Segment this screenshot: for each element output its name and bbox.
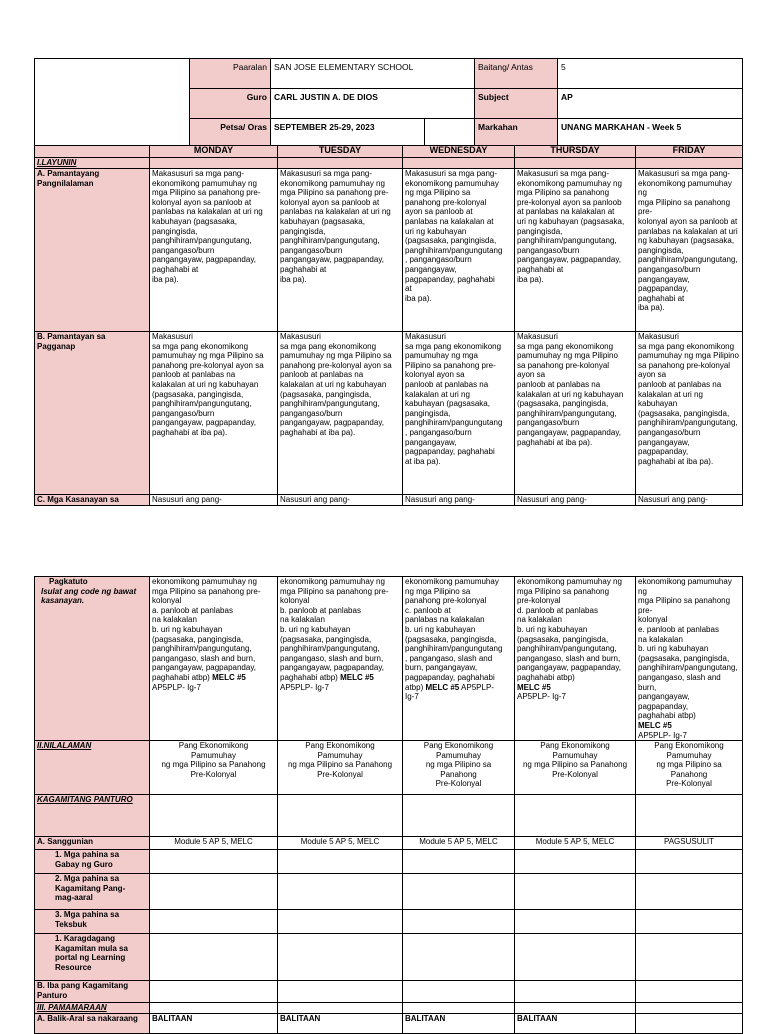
pagganap-cell: Makasusuri sa mga pang ekonomikong pamumuhay ng mga Pilipino sa panahong pre-kolonyal ayon sa panloob at panlabas na kalakalan at uri ng kabuhayan (pagsasaka, pangingisda, panghihiram/pangungutang, pangangaso/burn pangangayaw, pagpapanday, paghahabi at iba pa). xyxy=(636,332,743,495)
sanggunian-label: A. Sanggunian xyxy=(35,837,150,850)
melc-tag: MELC #5 xyxy=(517,682,551,692)
kagamitang-mag-aaral-label: 2. Mga pahina sa Kagamitang Pang- mag-aaral xyxy=(35,874,150,910)
melc-tag: MELC #5 xyxy=(340,672,374,682)
header-info-table xyxy=(34,58,743,149)
kasanayan-cell xyxy=(150,577,278,741)
balitaan-cell: BALITAAN xyxy=(403,1014,515,1034)
paaralan-label: Paaralan xyxy=(190,59,271,89)
nilalaman-cell: Pang Ekonomikong Pamumuhay ng mga Pilipino sa Panahong Pre-Kolonyal xyxy=(150,741,278,795)
pagganap-cell: Makasusuri sa mga pang ekonomikong pamumuhay ng mga Pilipino sa panahong pre-kolonyal ayon sa panloob at panlabas na kalakalan at uri ng kabuhayan (pagsasaka, pangingisda, panghihiram/pangungutang, pangangaso/burn pangangayaw, pagpapanday, paghahabi at iba pa). xyxy=(150,332,278,495)
melc-tag: MELC #5 xyxy=(638,720,672,730)
melc-code: AP5PLP- Ig-7 xyxy=(638,730,687,740)
lr-portal-label: 1. Karagdagang Kagamitan mula sa portal ng Learning Resource xyxy=(35,934,150,981)
sanggunian-cell: Module 5 AP 5, MELC xyxy=(515,837,636,850)
sanggunian-cell: Module 5 AP 5, MELC xyxy=(278,837,403,850)
pagkatuto-label: Pagkatuto xyxy=(49,577,88,586)
lesson-plan-table-top xyxy=(34,145,743,506)
melc-code: AP5PLP- Ig-7 xyxy=(152,682,201,692)
subject-label: Subject xyxy=(475,89,558,119)
pagganap-cell: Makasusuri sa mga pang ekonomikong pamumuhay ng mga Pilipino sa panahong pre- kolonyal ayon sa panloob at panlabas na kalakalan at uri ng kabuhayan (pagsasaka, pangingisda, panghihiram/pangungutang , pangangaso/burn pangangayaw, pagpapanday, paghahabi at iba pa). xyxy=(403,332,515,495)
nilalaman-cell: Pang Ekonomikong Pamumuhay ng mga Pilipino sa Panahong Pre-Kolonyal xyxy=(403,741,515,795)
markahan-value: UNANG MARKAHAN - Week 5 xyxy=(558,119,743,149)
melc-tag: MELC #5 xyxy=(425,682,460,692)
guro-label: Guro xyxy=(190,89,271,119)
melc-code: AP5PLP- Ig-7 xyxy=(517,692,566,702)
kasanayan-text: ekonomikong pamumuhay ng mga Pilipino sa panahong pre- kolonyal b. panloob at panlabas na kalakalan b. uri ng kabuhayan (pagsasaka, pangingisda, panghihiram/pangungutang, pangangaso, slash and burn, pangangayaw, pagpapanday, paghahabi atbp) xyxy=(280,577,389,682)
petsa-value: SEPTEMBER 25-29, 2023 xyxy=(271,119,425,149)
pangnilalaman-cell: Makasusuri sa mga pang- ekonomikong pamumuhay ng mga Pilipino sa panahong pre-kolonyal ayon sa panloob at panlabas na kalakalan at uri ng kabuhayan (pagsasaka, pangingisda, panghihiram/pangungutang , pangangaso/burn pangangayaw, pagpapanday, paghahabi at iba pa). xyxy=(403,169,515,332)
paaralan-value: SAN JOSE ELEMENTARY SCHOOL xyxy=(271,59,475,89)
pagganap-cell: Makasusuri sa mga pang ekonomikong pamumuhay ng mga Pilipino sa panahong pre-kolonyal ayon sa panloob at panlabas na kalakalan at uri ng kabuhayan (pagsasaka, pangingisda, panghihiram/pangungutang, pangangaso/burn pangangayaw, pagpapanday, paghahabi at iba pa). xyxy=(515,332,636,495)
kasanayan-top-cell: Nasusuri ang pang- xyxy=(403,495,515,506)
kasanayan-cell xyxy=(515,577,636,741)
kasanayan-cell xyxy=(636,577,743,741)
day-header: MONDAY xyxy=(150,146,278,158)
baitang-label: Baitang/ Antas xyxy=(475,59,558,89)
kasanayan-cell xyxy=(278,577,403,741)
nilalaman-cell: Pang Ekonomikong Pamumuhay ng mga Pilipino sa Panahong Pre-Kolonyal xyxy=(636,741,743,795)
melc-code: AP5PLP- Ig-7 xyxy=(280,682,329,692)
iba-pang-kagamitan-label: B. Iba pang Kagamitang Panturo xyxy=(35,981,150,1003)
guro-value: CARL JUSTIN A. DE DIOS xyxy=(271,89,475,119)
teksbuk-label: 3. Mga pahina sa Teksbuk xyxy=(35,910,150,934)
melc-tag: MELC #5 xyxy=(212,672,246,682)
melc-code: AP5PLP- Ig-7 xyxy=(405,682,494,702)
nilalaman-cell: Pang Ekonomikong Pamumuhay ng mga Pilipino sa Panahong Pre-Kolonyal xyxy=(515,741,636,795)
petsa-extra xyxy=(425,119,475,149)
kasanayan-top-cell: Nasusuri ang pang- xyxy=(278,495,403,506)
kasanayan-label: C. Mga Kasanayan sa xyxy=(35,495,150,506)
sanggunian-cell: Module 5 AP 5, MELC xyxy=(150,837,278,850)
baitang-value: 5 xyxy=(558,59,743,89)
kasanayan-top-cell: Nasusuri ang pang- xyxy=(150,495,278,506)
pangnilalaman-cell: Makasusuri sa mga pang- ekonomikong pamumuhay ng mga Pilipino sa panahong pre- kolonyal ayon sa panloob at panlabas na kalakalan at uri ng kabuhayan (pagsasaka, pangingisda, panghihiram/pangungutang, pangangaso/burn pangangayaw, pagpapanday, paghahabi at iba pa). xyxy=(278,169,403,332)
markahan-label: Markahan xyxy=(475,119,558,149)
kasanayan-top-cell: Nasusuri ang pang- xyxy=(636,495,743,506)
layunin-heading: I.LAYUNIN xyxy=(35,158,150,169)
kasanayan-top-cell: Nasusuri ang pang- xyxy=(515,495,636,506)
kasanayan-text: ekonomikong pamumuhay ng mga Pilipino sa panahong pre-kolonyal c. panloob at panlabas na kalakalan b. uri ng kabuhayan (pagsasaka, pangingisda, panghihiram/pangungutang , pangangaso, slash and burn, pangangayaw, pagpapanday, paghahabi atbp) xyxy=(405,577,503,692)
nilalaman-cell: Pang Ekonomikong Pamumuhay ng mga Pilipino sa Panahong Pre-Kolonyal xyxy=(278,741,403,795)
corner-cell xyxy=(35,146,150,158)
subject-value: AP xyxy=(558,89,743,119)
kasanayan-cell xyxy=(403,577,515,741)
pamamaraan-heading: III. PAMAMARAAN xyxy=(35,1003,150,1014)
kasanayan-text: ekonomikong pamumuhay ng mga Pilipino sa panahong pre- kolonyal e. panloob at panlabas na kalakalan b. uri ng kabuhayan (pagsasaka, pangingisda, panghihiram/pangungutang, pangangaso, slash and burn, pangangayaw, pagpapanday, paghahabi atbp) xyxy=(638,577,738,721)
day-header: THURSDAY xyxy=(515,146,636,158)
logo-cell xyxy=(35,59,190,149)
balitaan-cell: BALITAAN xyxy=(278,1014,403,1034)
day-header: WEDNESDAY xyxy=(403,146,515,158)
balik-aral-label: A. Balik-Aral sa nakaraang xyxy=(35,1014,150,1034)
pangnilalaman-label: A. Pamantayang Pangnilalaman xyxy=(35,169,150,332)
kasanayan-text: ekonomikong pamumuhay ng mga Pilipino sa panahong pre- kolonyal a. panloob at panlabas na kalakalan b. uri ng kabuhayan (pagsasaka, pangingisda, panghihiram/pangungutang, pangangaso, slash and burn, pangangayaw, pagpapanday, paghahabi atbp) xyxy=(152,577,261,682)
sanggunian-cell: PAGSUSULIT xyxy=(636,837,743,850)
gabay-label: 1. Mga pahina sa Gabay ng Guro xyxy=(35,850,150,874)
kasanayan-text: ekonomikong pamumuhay ng mga Pilipino sa panahong pre-kolonyal d. panloob at panlabas na kalakalan b. uri ng kabuhayan (pagsasaka, pangingisda, panghihiram/pangungutang, pangangaso, slash and burn, pangangayaw, pagpapanday, paghahabi atbp) xyxy=(517,577,622,682)
balitaan-cell: BALITAAN xyxy=(515,1014,636,1034)
pagganap-label: B. Pamantayan sa Pagganap xyxy=(35,332,150,495)
nilalaman-heading: II.NILALAMAN xyxy=(35,741,150,795)
pangnilalaman-cell: Makasusuri sa mga pang- ekonomikong pamumuhay ng mga Pilipino sa panahong pre- kolonyal ayon sa panloob at panlabas na kalakalan at uri ng kabuhayan (pagsasaka, pangingisda, panghihiram/pangungutang, pangangaso/burn pangangayaw, pagpapanday, paghahabi at iba pa). xyxy=(150,169,278,332)
kagamitan-heading: KAGAMITANG PANTURO xyxy=(35,795,150,837)
day-header: FRIDAY xyxy=(636,146,743,158)
pagkatuto-instruction: Isulat ang code ng bawat kasanayan. xyxy=(41,586,137,606)
sanggunian-cell: Module 5 AP 5, MELC xyxy=(403,837,515,850)
pagganap-cell: Makasusuri sa mga pang ekonomikong pamumuhay ng mga Pilipino sa panahong pre-kolonyal ayon sa panloob at panlabas na kalakalan at uri ng kabuhayan (pagsasaka, pangingisda, panghihiram/pangungutang, pangangaso/burn pangangayaw, pagpapanday, paghahabi at iba pa). xyxy=(278,332,403,495)
pangnilalaman-cell: Makasusuri sa mga pang- ekonomikong pamumuhay ng mga Pilipino sa panahong pre-kolonyal ayon sa panloob at panlabas na kalakalan at uri ng kabuhayan (pagsasaka, pangingisda, panghihiram/pangungutang, pangangaso/burn pangangayaw, pagpapanday, paghahabi at iba pa). xyxy=(515,169,636,332)
day-header: TUESDAY xyxy=(278,146,403,158)
balitaan-cell: BALITAAN xyxy=(150,1014,278,1034)
petsa-label: Petsa/ Oras xyxy=(190,119,271,149)
lesson-plan-table-bottom xyxy=(34,576,743,1034)
pagkatuto-label-cell xyxy=(35,577,150,741)
pangnilalaman-cell: Makasusuri sa mga pang- ekonomikong pamumuhay ng mga Pilipino sa panahong pre- kolonyal ayon sa panloob at panlabas na kalakalan at uri ng kabuhayan (pagsasaka, pangingisda, panghihiram/pangungutang, pangangaso/burn pangangayaw, pagpapanday, paghahabi at iba pa). xyxy=(636,169,743,332)
